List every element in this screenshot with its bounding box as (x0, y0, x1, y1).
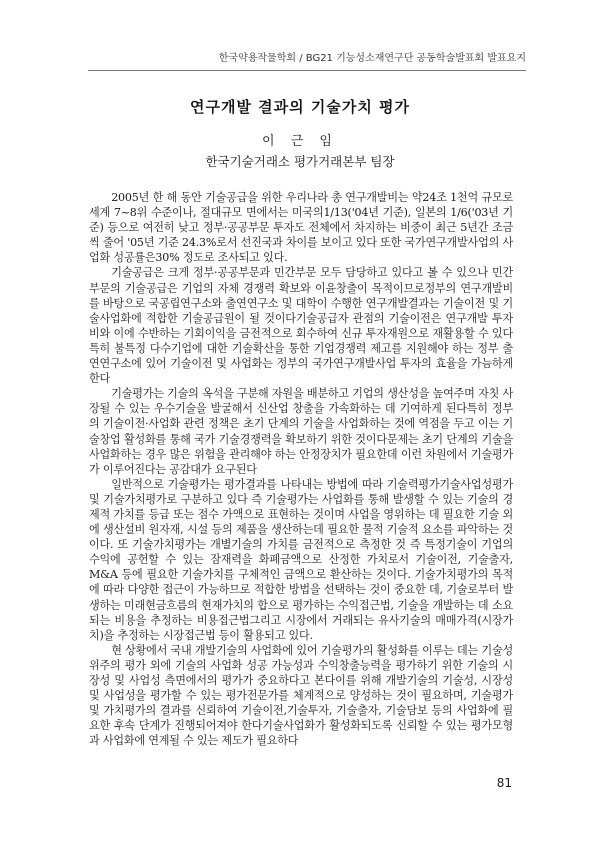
paragraph: 기술평가는 기술의 옥석을 구분해 자원을 배분하고 기업의 생산성을 높여주며 자칫 사장될 수 있는 우수기술을 발굴해서 신산업 창출을 가속화하는 데 기여하게 된다특히 정부의 기술이전·사업화 관련 정책은 초기 단계의 기술을 사업화하는 것에 역점을 두고 이는 기술창업 활성화를 통해 국가 기술경쟁력을 확보하기 위한 것이다문제는 초기 단계의 기술을 사업화하는 경우 많은 위험을 관리해야 하는 안정장치가 필요한데 이런 차원에서 기술평가가 이루어진다는 공감대가 요구된다 (89, 387, 513, 476)
body-text (89, 190, 513, 748)
paragraph: 일반적으로 기술평가는 평가결과를 나타내는 방법에 따라 기술력평가기술사업성평가 및 기술가치평가로 구분하고 있다 즉 기술평가는 사업화를 통해 발생할 수 있는 기술의 경제적 가치를 등급 또는 점수 가액으로 표현하는 것이며 사업을 영위하는 데 필요한 기술 외에 생산설비 원자재, 시설 등의 제품을 생산하는데 필요한 물적 기술적 요소를 파악하는 것이다. 또 기술가치평가는 개별기술의 가치를 금전적으로 측정한 것 즉 특정기술이 기업의 수익에 공헌할 수 있는 잠재력을 화폐금액으로 산정한 가치로서 기술이전, 기술출자, M&A 등에 필요한 기술가치를 구체적인 금액으로 환산하는 것이다. 기술가치평가의 목적에 따라 다양한 접근이 가능하므로 적합한 방법을 선택하는 것이 중요한 데, 기술로부터 발생하는 미래현금흐름의 현재가치의 합으로 평가하는 수익접근법, 기술을 개발하는 데 소요되는 비용을 추정하는 비용접근법그리고 시장에서 거래되는 유사기술의 매매가격(시장가치)을 추정하는 시장접근법 등이 활용되고 있다. (89, 477, 513, 642)
running-header: 한국약용작물학회 / BG21 기능성소재연구단 공동학술발표회 발표요지 (88, 52, 526, 71)
paragraph: 기술공급은 크게 정부·공공부문과 민간부문 모두 담당하고 있다고 볼 수 있으나 민간부문의 기술공급은 기업의 자체 경쟁력 확보와 이윤창출이 목적이므로정부의 연구개발비를 바탕으로 국공립연구소와 출연연구소 및 대학이 수행한 연구개발결과는 기술이전 및 기술사업화에 적합한 기술공급원이 될 것이다기술공급자 관점의 기술이전은 연구개발 투자비와 이에 수반하는 기회이익을 금전적으로 회수하여 신규 투자재원으로 재활용할 수 있다 특히 불특정 다수기업에 대한 기술확산을 통한 기업경쟁력 제고를 지원해야 하는 정부 출연연구소에 있어 기술이전 및 사업화는 정부의 국가연구개발사업 투자의 효율을 가늠하게 한다 (89, 266, 513, 386)
author-affiliation: 한국기술거래소 평가거래본부 팀장 (205, 154, 395, 169)
paragraph: 현 상황에서 국내 개발기술의 사업화에 있어 기술평가의 활성화를 이루는 데는 기술성 위주의 평가 외에 기술의 사업화 성공 가능성과 수익창출능력을 평가하기 위한 기술의 시장성 및 사업성 측면에서의 평가가 중요하다고 본다이를 위해 개발기술의 기술성, 시장성 및 사업성을 평가할 수 있는 평가전문가를 체계적으로 양성하는 것이 필요하며, 기술평가 및 가치평가의 결과를 신뢰하여 기술이전,기술투자, 기술출자, 기술담보 등의 사업화에 필요한 후속 단계가 진행되어져야 한다기술사업화가 활성화되도록 신뢰할 수 있는 평가모형과 사업화에 연계될 수 있는 제도가 필요하다 (89, 643, 513, 748)
page-number: 81 (496, 776, 512, 790)
page-title: 연구개발 결과의 기술가치 평가 (189, 98, 411, 116)
author-name: 이 근 임 (262, 134, 338, 149)
paragraph: 2005년 한 해 동안 기술공급을 위한 우리나라 총 연구개발비는 약24조 1천억 규모로 세계 7~8위 수준이나, 절대규모 면에서는 미국의1/13('04년 기준), 일본의 1/6('03년 기준) 등으로 여전히 낮고 정부·공공부문 투자도 전체에서 차지하는 비중이 최근 5년간 조금씩 줄어 '05년 기준 24.3%로서 선진국과 차이를 보이고 있다 또한 국가연구개발사업의 사업화 성공률은30% 정도로 조사되고 있다. (89, 191, 513, 265)
